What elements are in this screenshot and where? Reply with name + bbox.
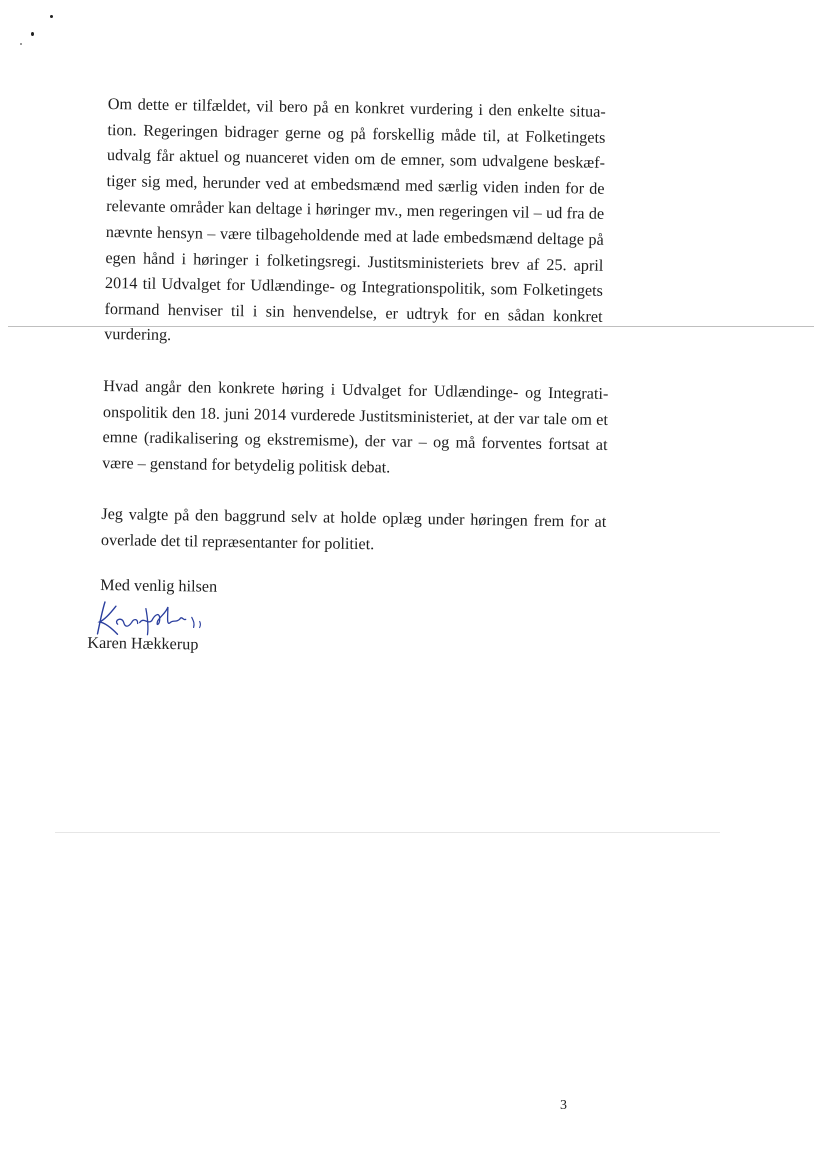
letter-body <box>87 92 613 673</box>
scan-faint-line <box>55 832 720 833</box>
scan-speck <box>31 32 34 36</box>
paragraph-2: Hvad angår den konkrete høring i Udvalget for Udlændinge- og Integrationspolitik den 18. juni 2014 vurderede Justitsministeriet, at der var tale om et emne (radikalisering og ekstremisme), der var – og må forventes fortsat at være – genstand for betydelig politisk debat. <box>102 376 609 477</box>
paragraph-1: Om dette er tilfældet, vil bero på en konkret vurdering i den enkelte situation. Regeringen bidrager gerne og på forskellig måde til, at Folketingets udvalg får aktuel og nuanceret viden om de emner, som udvalgene beskæftiger sig med, herunder ved at embedsmænd med særlig viden inden for de relevante områder kan deltage i høringer mv., men regeringen vil – ud fra de nævnte hensyn – være tilbageholdende med at lade embedsmænd deltage på egen hånd i høringer i folketingsregi. Justitsministeriets brev af 25. april 2014 til Udvalget for Udlændinge- og Integrationspolitik, som Folketingets formand henviser til i sin henvendelse, er udtryk for en sådan konkret vurdering. <box>104 94 606 345</box>
closing-greeting: Med venlig hilsen <box>100 575 218 596</box>
signer-name: Karen Hækkerup <box>87 633 199 653</box>
page-number: 3 <box>560 1098 567 1113</box>
paragraph-3: Jeg valgte på den baggrund selv at holde oplæg under høringen frem for at overlade det til repræsentanter for politiet. <box>100 505 607 554</box>
scan-speck <box>20 43 22 45</box>
scan-speck <box>50 15 53 18</box>
signature-block <box>87 597 605 673</box>
